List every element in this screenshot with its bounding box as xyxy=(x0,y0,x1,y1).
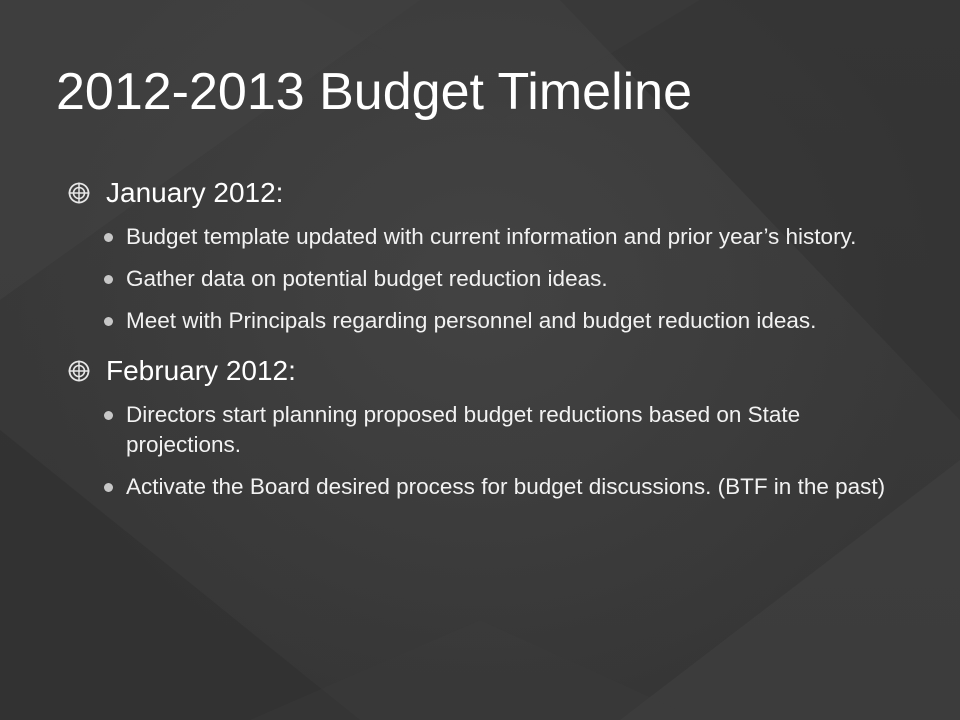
section-heading-text: January 2012: xyxy=(106,177,284,208)
section-heading xyxy=(68,348,898,394)
target-bullet-icon xyxy=(68,182,90,204)
bullet-dot-icon xyxy=(104,317,113,326)
list-item-text: Meet with Principals regarding personnel and budget reduction ideas. xyxy=(126,308,817,333)
section-heading xyxy=(68,170,898,216)
list-item-text: Activate the Board desired process for budget discussions. (BTF in the past) xyxy=(126,474,886,499)
list-item xyxy=(104,264,898,294)
slide-title: 2012-2013 Budget Timeline xyxy=(56,63,693,121)
list-item xyxy=(104,222,898,252)
bullet-dot-icon xyxy=(104,483,113,492)
bullet-dot-icon xyxy=(104,233,113,242)
bullet-dot-icon xyxy=(104,411,113,420)
section-february xyxy=(68,348,898,502)
list-item-text: Budget template updated with current information and prior year’s history. xyxy=(126,224,857,249)
section-heading-text: February 2012: xyxy=(106,355,296,386)
list-item xyxy=(104,472,898,502)
target-bullet-icon xyxy=(68,360,90,382)
bullet-list xyxy=(68,400,898,502)
bullet-dot-icon xyxy=(104,275,113,284)
section-january xyxy=(68,170,898,336)
list-item-text: Directors start planning proposed budget reductions based on State projections. xyxy=(126,402,801,457)
list-item xyxy=(104,306,898,336)
slide-content xyxy=(68,170,898,514)
list-item xyxy=(104,400,898,460)
bullet-list xyxy=(68,222,898,336)
list-item-text: Gather data on potential budget reduction ideas. xyxy=(126,266,608,291)
